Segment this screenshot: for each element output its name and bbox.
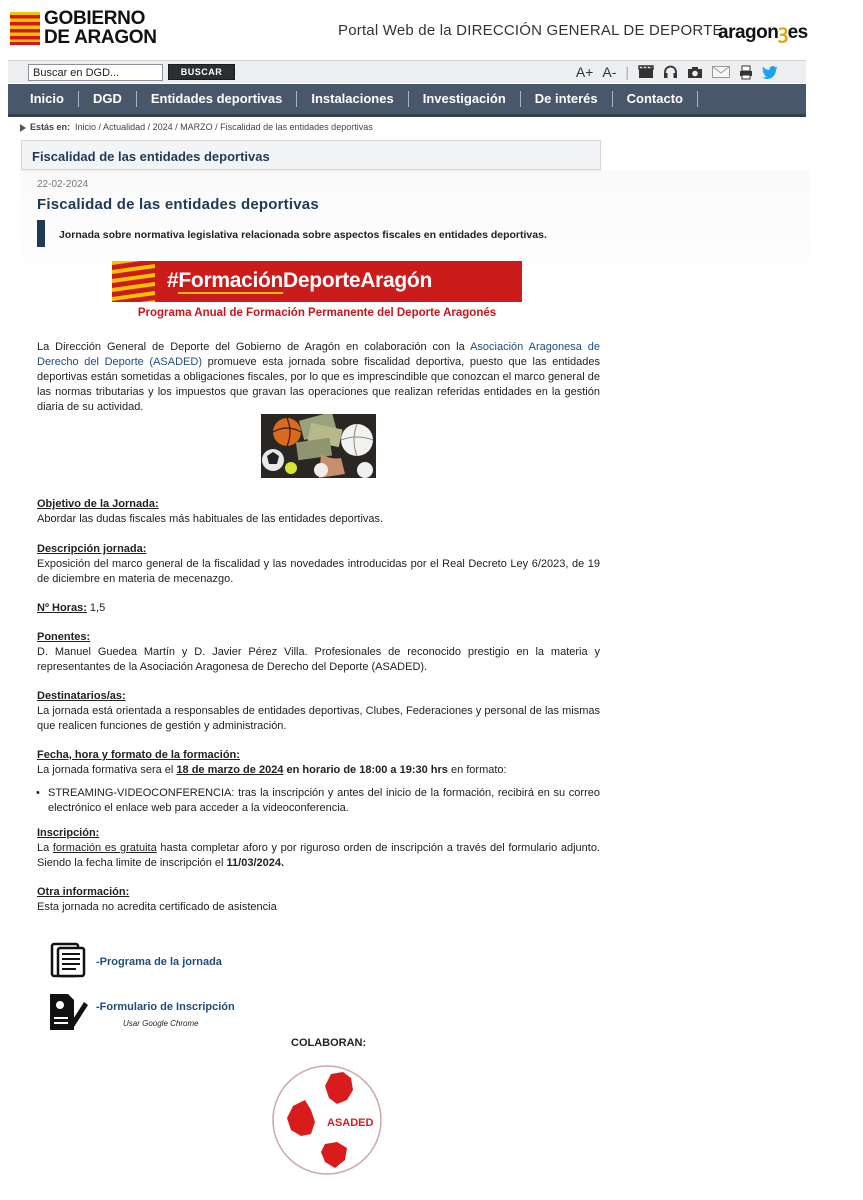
nav-item-investigacion[interactable]: Investigación (409, 91, 521, 107)
banner-formacion: Formación (178, 269, 284, 292)
banner-flag-icon (112, 261, 155, 302)
portal-title: Portal Web de la DIRECCIÓN GENERAL DE DEPORTE (338, 22, 723, 39)
banner-subtitle: Programa Anual de Formación Permanente del Deporte Aragonés (137, 307, 497, 319)
descripcion-section (37, 542, 600, 587)
breadcrumb-arrow-icon (20, 124, 26, 132)
formacion-banner (112, 261, 522, 302)
formulario-link[interactable]: -Formulario de Inscripción (96, 1001, 235, 1013)
article-lead-text: Jornada sobre normativa legislativa relacionada sobre aspectos fiscales en entidades deportivas. (59, 229, 547, 241)
site-header (0, 0, 863, 58)
destinatarios-text: La jornada está orientada a responsables de entidades deportivas, Clubes, Federaciones y personal de las mismas que realicen funciones de gestión y administración. (37, 705, 600, 732)
ponentes-heading: Ponentes: (37, 631, 91, 643)
inscripcion-heading: Inscripción: (37, 827, 100, 839)
fecha-date: 18 de marzo de 2024 (176, 764, 284, 776)
banner-hash: # (167, 269, 179, 292)
streaming-bullet: • STREAMING-VIDEOCONFERENCIA: tras la inscripción y antes del inicio de la formación, recibirá en su correo electrónico el enlace web para acceder a la videoconferencia. (48, 786, 600, 816)
destinatarios-heading: Destinatarios/as: (37, 690, 126, 702)
nav-item-dgd[interactable]: DGD (79, 91, 137, 107)
inscripcion-deadline: 11/03/2024. (226, 857, 285, 869)
fecha-heading: Fecha, hora y formato de la formación: (37, 749, 240, 761)
otra-section (37, 885, 600, 915)
search-input[interactable] (28, 64, 163, 81)
descripcion-heading: Descripción jornada: (37, 543, 147, 555)
programa-link[interactable]: -Programa de la jornada (96, 956, 222, 968)
horas-section (37, 601, 600, 616)
chrome-note: Usar Google Chrome (123, 1019, 199, 1028)
logo-line-2: DE ARAGON (44, 27, 157, 48)
fecha-time: en horario de 18:00 a 19:30 hrs (283, 764, 448, 776)
aragon-flag-icon (10, 12, 40, 45)
inscripcion-text (37, 841, 600, 871)
article-date: 22-02-2024 (37, 179, 89, 190)
breadcrumb (20, 122, 373, 132)
font-increase-button[interactable]: A+ (575, 64, 594, 80)
sports-money-image (261, 414, 376, 478)
separator: | (625, 64, 629, 80)
twitter-icon[interactable] (762, 66, 778, 79)
inscripcion-before: La (37, 842, 53, 854)
nav-item-entidades-deportivas[interactable]: Entidades deportivas (137, 91, 297, 107)
mail-icon[interactable] (712, 66, 730, 78)
otra-text: Esta jornada no acredita certificado de asistencia (37, 901, 277, 913)
fecha-line (37, 763, 600, 778)
destinatarios-section (37, 689, 600, 734)
ponentes-section (37, 630, 600, 675)
toolbar (8, 60, 806, 83)
nav-item-de-interes[interactable]: De interés (521, 91, 613, 107)
section-header (21, 140, 601, 170)
breadcrumb-path[interactable]: Inicio / Actualidad / 2024 / MARZO / Fiscalidad de las entidades deportivas (75, 122, 373, 132)
search-button[interactable]: BUSCAR (168, 64, 235, 80)
ponentes-text: D. Manuel Guedea Martín y D. Javier Pérez Villa. Profesionales de reconocido prestigio en la materia y representantes de la Asociación Aragonesa de Derecho del Deporte (ASADED). (37, 646, 600, 673)
descripcion-text: Exposición del marco general de la fiscalidad y las novedades introducidas por el Real Decreto Ley 6/2023, de 19 de diciembre en materia de mecenazgo. (37, 558, 600, 585)
article-lead (37, 220, 605, 247)
objetivo-text: Abordar las dudas fiscales más habituales de las entidades deportivas. (37, 513, 384, 525)
aragones-prefix: aragon (718, 22, 779, 43)
gobierno-aragon-logo[interactable] (44, 9, 157, 47)
aragones-logo[interactable] (718, 18, 808, 44)
document-icon[interactable] (50, 942, 88, 978)
intro-after: promueve esta jornada sobre fiscalidad deportiva, puesto que las entidades deportivas están sometidas a obligaciones fiscales, por lo que es imprescindible que conozcan el marco general de las normas tributarias y los impuestos que gravan las operaciones que realizan referidas entidades en la gestión diaria de su actividad. (37, 356, 601, 413)
logo-line-1: GOBIERNO (44, 8, 146, 29)
form-pen-icon[interactable] (48, 990, 88, 1032)
article-title: Fiscalidad de las entidades deportivas (37, 196, 319, 213)
nav-item-instalaciones[interactable]: Instalaciones (297, 91, 408, 107)
fecha-section (37, 748, 600, 778)
inscripcion-after: hasta completar aforo y por riguroso orden de inscripción a través del formulario adjunto. Siendo la fecha limite de inscripción el (37, 842, 600, 869)
camera-icon[interactable] (687, 66, 703, 79)
objetivo-heading: Objetivo de la Jornada: (37, 498, 159, 510)
asaded-logo-text: ASADED (327, 1117, 374, 1129)
intro-paragraph (37, 340, 600, 415)
nav-item-contacto[interactable]: Contacto (613, 91, 698, 107)
headphones-icon[interactable] (663, 65, 678, 79)
intro-before: La Dirección General de Deporte del Gobierno de Aragón en colaboración con la (37, 341, 471, 353)
video-icon[interactable] (638, 65, 654, 79)
horas-heading: Nº Horas: (37, 602, 87, 614)
aragones-z-mark: ꝫ (778, 22, 788, 43)
asaded-link[interactable]: Asociación Aragonesa de Derecho del Deporte (ASADED) (37, 341, 600, 368)
main-nav (8, 84, 806, 117)
toolbar-icons (576, 63, 778, 81)
banner-deporte-aragon: DeporteAragón (283, 269, 432, 292)
inscripcion-section (37, 826, 600, 871)
objetivo-section (37, 497, 600, 527)
print-icon[interactable] (739, 65, 753, 80)
inscripcion-gratuita: formación es gratuita (52, 842, 157, 854)
aragones-suffix: es (787, 22, 808, 43)
fecha-after: en formato: (447, 764, 507, 776)
nav-item-inicio[interactable]: Inicio (8, 91, 79, 107)
breadcrumb-label: Estás en: (30, 122, 71, 132)
section-title: Fiscalidad de las entidades deportivas (32, 149, 270, 164)
asaded-logo[interactable] (271, 1064, 383, 1176)
banner-hashtag-text (167, 269, 432, 293)
font-decrease-button[interactable]: A- (602, 64, 617, 80)
fecha-before: La jornada formativa sera el (37, 764, 177, 776)
horas-value: 1,5 (86, 602, 106, 614)
otra-heading: Otra información: (37, 886, 130, 898)
colaboran-heading: COLABORAN: (291, 1037, 367, 1049)
